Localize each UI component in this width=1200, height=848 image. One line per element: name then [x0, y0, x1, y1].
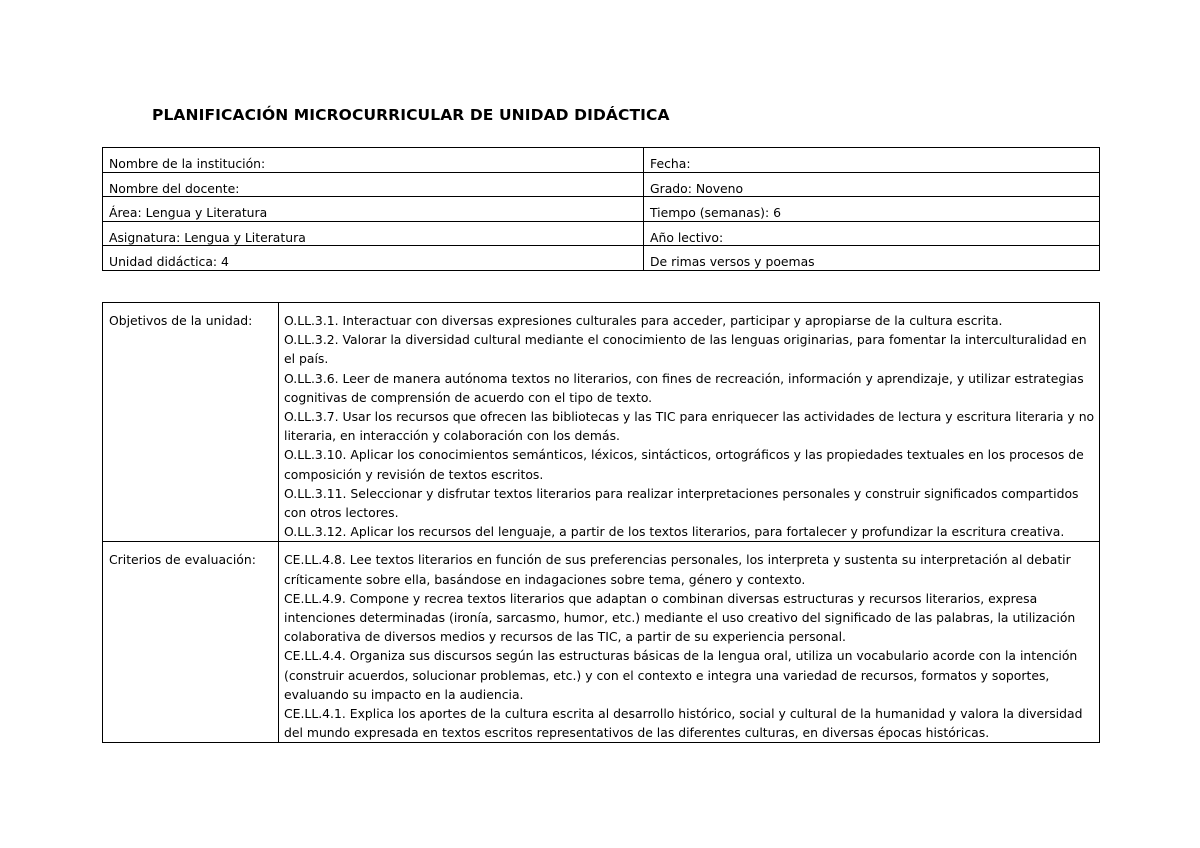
objetivos-label: Objetivos de la unidad:: [103, 303, 279, 542]
info-row: [103, 246, 1100, 271]
info-row: [103, 221, 1100, 246]
info-cell-left: Área: Lengua y Literatura: [103, 197, 644, 222]
criterios-label: Criterios de evaluación:: [103, 542, 279, 743]
info-cell-left: Asignatura: Lengua y Literatura: [103, 221, 644, 246]
objetivo-entry-text: Valorar la diversidad cultural mediante el conocimiento de las lenguas originarias, para fomentar la interculturalidad en el país.: [284, 332, 1087, 367]
objetivo-entry: [284, 484, 1095, 522]
objetivo-entry-text: Aplicar los recursos del lenguaje, a partir de los textos literarios, para fortalecer y profundizar la escritura creativa.: [346, 524, 1065, 540]
criterio-entry-code: CE.LL.4.9.: [284, 590, 346, 606]
criterio-entry: [284, 646, 1095, 704]
objetivos-row: [103, 303, 1100, 542]
info-cell-right: Fecha:: [644, 148, 1100, 173]
general-info-table: [102, 147, 1100, 271]
criterio-entry-text: Compone y recrea textos literarios que adaptan o combinan diversas estructuras y recursos literarios, expresa intenciones determinadas (ironía, sarcasmo, humor, etc.) mediante el uso creativo del significado de las palabras, la utilización colaborativa de diversos medios y recursos de las TIC, a partir de su experiencia personal.: [284, 590, 1076, 645]
page-title: PLANIFICACIÓN MICROCURRICULAR DE UNIDAD DIDÁCTICA: [152, 106, 670, 124]
objetivo-entry-text: Aplicar los conocimientos semánticos, léxicos, sintácticos, ortográficos y las propiedades textuales en los procesos de composición y revisión de textos escritos.: [284, 447, 1084, 482]
info-cell-right: Tiempo (semanas): 6: [644, 197, 1100, 222]
criterios-row: [103, 542, 1100, 743]
objetivo-entry: [284, 330, 1095, 368]
objetivo-entry: [284, 311, 1095, 330]
objetivo-entry-text: Interactuar con diversas expresiones culturales para acceder, participar y apropiarse de la cultura escrita.: [338, 313, 1003, 328]
objetivo-entry: [284, 407, 1095, 445]
objetivo-entry-code: O.LL.3.6.: [284, 370, 339, 386]
criterio-entry: [284, 550, 1095, 588]
info-cell-left: Nombre del docente:: [103, 172, 644, 197]
info-cell-left: Nombre de la institución:: [103, 148, 644, 173]
criterio-entry-code: CE.LL.4.1.: [284, 706, 346, 722]
info-cell-right: Grado: Noveno: [644, 172, 1100, 197]
objetivo-entry-code: O.LL.3.12.: [284, 524, 347, 540]
objetivo-entry-code: O.LL.3.10.: [284, 447, 347, 463]
criterio-entry: [284, 589, 1095, 647]
objetivo-entry-text: Leer de manera autónoma textos no literarios, con fines de recreación, información y aprendizaje, y utilizar estrategias cognitivas de comprensión de acuerdo con el tipo de texto.: [284, 370, 1084, 405]
info-row: [103, 148, 1100, 173]
objetivo-entry-code: O.LL.3.2.: [284, 332, 339, 348]
info-row: [103, 172, 1100, 197]
criterio-entry: [284, 704, 1095, 742]
objetivo-entry-text: Usar los recursos que ofrecen las bibliotecas y las TIC para enriquecer las actividades de lectura y escritura literaria y no literaria, en interacción y colaboración con los demás.: [284, 409, 1095, 444]
info-row: [103, 197, 1100, 222]
criterio-entry-code: CE.LL.4.4.: [284, 648, 346, 664]
objetivo-entry: [284, 522, 1095, 541]
criterio-entry-text: Organiza sus discursos según las estructuras básicas de la lengua oral, utiliza un vocabulario acorde con la intención (construir acuerdos, solucionar problemas, etc.) y con el contexto e integra una variedad de recursos, formatos y soportes, evaluando su impacto en la audiencia.: [284, 648, 1078, 702]
criterios-content: [279, 542, 1100, 743]
objetivos-content: [279, 303, 1100, 542]
objetivo-entry-code: O.LL.3.11.: [284, 485, 347, 501]
info-cell-left: Unidad didáctica: 4: [103, 246, 644, 271]
criterio-entry-text: Lee textos literarios en función de sus preferencias personales, los interpreta y sustenta su interpretación al debatir críticamente sobre ella, basándose en indagaciones sobre tema, género y contexto.: [284, 552, 1071, 587]
objetivo-entry: [284, 445, 1095, 483]
objetivo-entry-code: O.LL.3.7.: [284, 409, 339, 425]
objetivo-entry-text: Seleccionar y disfrutar textos literarios para realizar interpretaciones personales y construir significados compartidos con otros lectores.: [284, 485, 1079, 521]
criterio-entry-code: CE.LL.4.8.: [284, 552, 346, 568]
unit-details-table: [102, 302, 1100, 743]
objetivo-entry-code: O.LL.3.1.: [284, 313, 339, 328]
info-cell-right: De rimas versos y poemas: [644, 246, 1100, 271]
criterio-entry-text: Explica los aportes de la cultura escrita al desarrollo histórico, social y cultural de la humanidad y valora la diversidad del mundo expresada en textos escritos representativos de las diferentes culturas, en diversas épocas históricas.: [284, 706, 1083, 741]
objetivo-entry: [284, 369, 1095, 407]
info-cell-right: Año lectivo:: [644, 221, 1100, 246]
